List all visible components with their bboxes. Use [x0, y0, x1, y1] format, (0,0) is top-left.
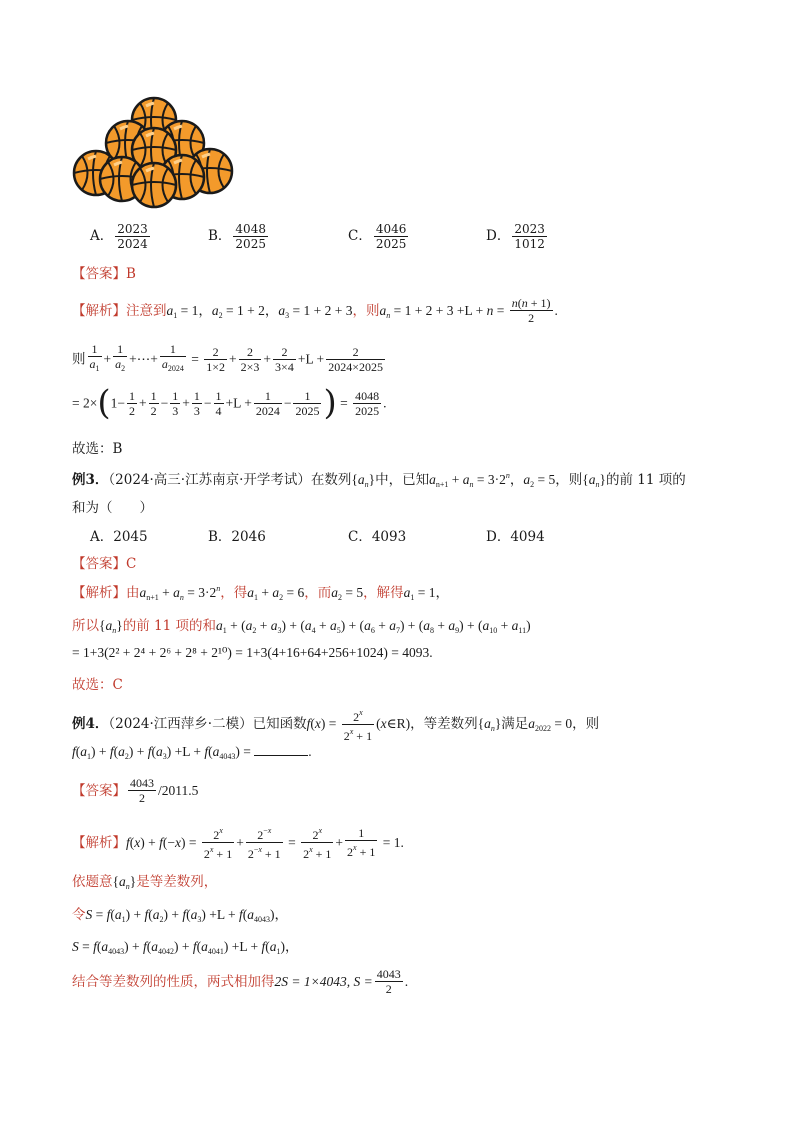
q3-answer: 【答案】C: [72, 556, 137, 572]
q4-answer: 【答案】 $\frac{4043}{2}$ /2011.5: [72, 776, 199, 805]
q2-analysis-line3: = 2×(1− $\frac{1}{2}$ + $\frac{1}{2}$ − $\frac{1}{3}$ + $\frac{1}{3}$ − $\frac{1}{4}$ +L + $\frac{1}{2024}$ − $\frac{1}{2025}$ ) = $\frac{4048}{2025}$ .: [72, 383, 387, 423]
q3-option-d: D．4094: [486, 529, 545, 545]
q4-analysis-line3: 令$S = f(a_1) + f(a_2) + f(a_3) +L + f(a_{4043})$，: [72, 907, 288, 924]
q2-option-d: D． $\frac{2023}{1012}$: [486, 222, 545, 251]
q4-analysis-line4: $S = f(a_{4043}) + f(a_{4042}) + f(a_{4041}) +L + f(a_1)$，: [72, 939, 299, 956]
q4-stem-line2: $f(a_1) + f(a_2) + f(a_3) +L + f(a_{4043})$ = .: [72, 744, 312, 761]
q4-stem-line1: 例4．（2024·江西萍乡·二模）已知函数f(x) = $\frac{2^x}{2^x + 1}$ (x∈R)，等差数列$\{a_n\}$满足$a_{2022} = 0$，则: [72, 708, 600, 743]
q3-option-b: B．2046: [208, 529, 266, 545]
q3-conclusion: 故选：C: [72, 677, 123, 693]
q4-analysis-line1: 【解析】f(x) + f(−x) = $\frac{2^x}{2^x + 1}$ + $\frac{2^{-x}}{2^{-x} + 1}$ = $\frac{2^x}{2^x + 1}$ + $\frac{1}{2^x + 1}$ = 1.: [72, 826, 404, 861]
q3-stem-line1: 例3．（2024·高三·江苏南京·开学考试）在数列$\{a_n\}$中，已知$a_{n+1} + a_n = 3\cdot 2^n$，$a_2 = 5$，则$\{a_n\}$的前 11 项的: [72, 471, 686, 489]
q3-option-a: A．2045: [90, 529, 148, 545]
q3-analysis-line1: 【解析】由$a_{n+1} + a_n = 3\cdot 2^n$，得$a_1 + a_2 = 6$，而$a_2 = 5$，解得$a_1 = 1$，: [72, 584, 449, 602]
q2-analysis-line1: 【解析】注意到$a_1 = 1$，$a_2 = 1 + 2$，$a_3 = 1 + 2 + 3$，则$a_n = 1 + 2 + 3 +L + n$ = $\frac{n(n + 1)}{2}$ .: [72, 296, 558, 325]
q2-option-c: C． $\frac{4046}{2025}$: [348, 222, 407, 251]
basketball-illustration: [70, 95, 235, 210]
q3-analysis-line3: = 1+3(2² + 2⁴ + 2⁶ + 2⁸ + 2¹⁰) = 1+3(4+16+64+256+1024) = 4093.: [72, 645, 433, 660]
q4-analysis-line2: 依题意$\{a_n\}$是等差数列，: [72, 874, 218, 891]
q3-option-c: C．4093: [348, 529, 407, 545]
q2-option-b: B． $\frac{4048}{2025}$: [208, 222, 266, 251]
q2-analysis-line2: 则 $\frac{1}{a_1}$ + $\frac{1}{a_2}$ +⋯+ $\frac{1}{a_{2024}}$ = $\frac{2}{1\times 2}$ + $\frac{2}{2\times 3}$ + $\frac{2}{3\times 4}$ +L + $\frac{2}{2024\times 2025}$: [72, 342, 383, 374]
answer-blank: [254, 745, 308, 756]
q2-answer: 【答案】B: [72, 266, 136, 282]
q3-analysis-line2: 所以$\{a_n\}$的前 11 项的和$a_1 + (a_2 + a_3) + (a_4 + a_5) + (a_6 + a_7) + (a_8 + a_9) + (a_{10} + a_{11})$: [72, 618, 531, 635]
q4-analysis-line5: 结合等差数列的性质，两式相加得2S = 1×4043, S = $\frac{4043}{2}$ .: [72, 967, 409, 996]
q3-stem-line2: 和为（ ）: [72, 500, 153, 516]
q2-conclusion: 故选：B: [72, 441, 123, 457]
q2-option-a: A． $\frac{2023}{2024}$: [90, 222, 148, 251]
